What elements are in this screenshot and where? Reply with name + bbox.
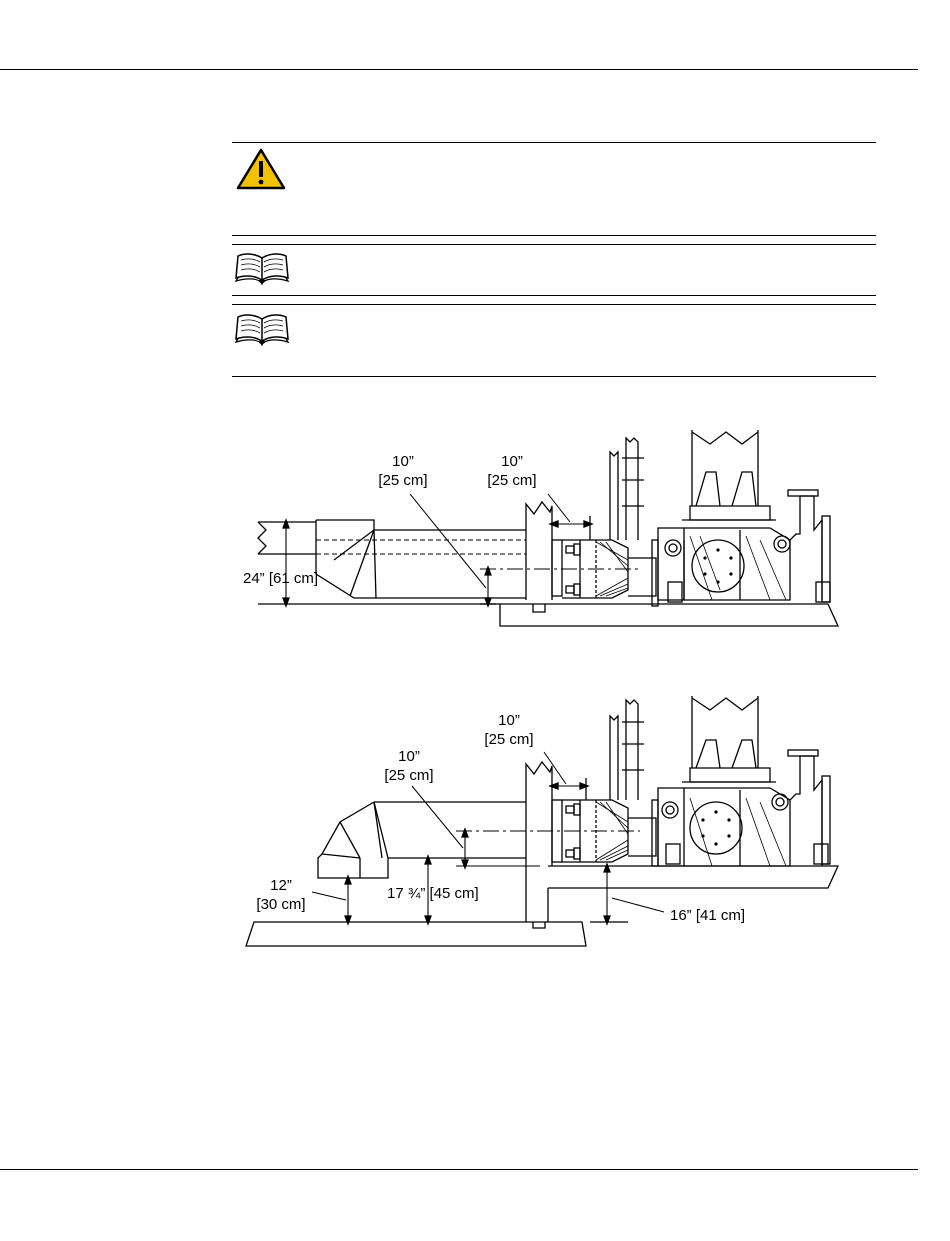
top-dim-label-duct-to-floor: 10” [25 cm] <box>378 453 428 489</box>
bottom-dim-label-elbow-height: 12” [30 cm] <box>256 877 306 913</box>
top-dim-label-height: 24” [61 cm] <box>243 570 319 587</box>
bottom-dim-label-wall-offset: 10” [25 cm] <box>484 712 534 748</box>
top-dim-label-wall-offset: 10” [25 cm] <box>487 453 537 489</box>
bottom-dim-label-centerline: 10” [25 cm] <box>384 748 434 784</box>
bottom-dim-label-duct-height: 17 ¾” [45 cm] <box>387 885 479 902</box>
bottom-dim-label-platform-height: 16” [41 cm] <box>670 907 746 924</box>
